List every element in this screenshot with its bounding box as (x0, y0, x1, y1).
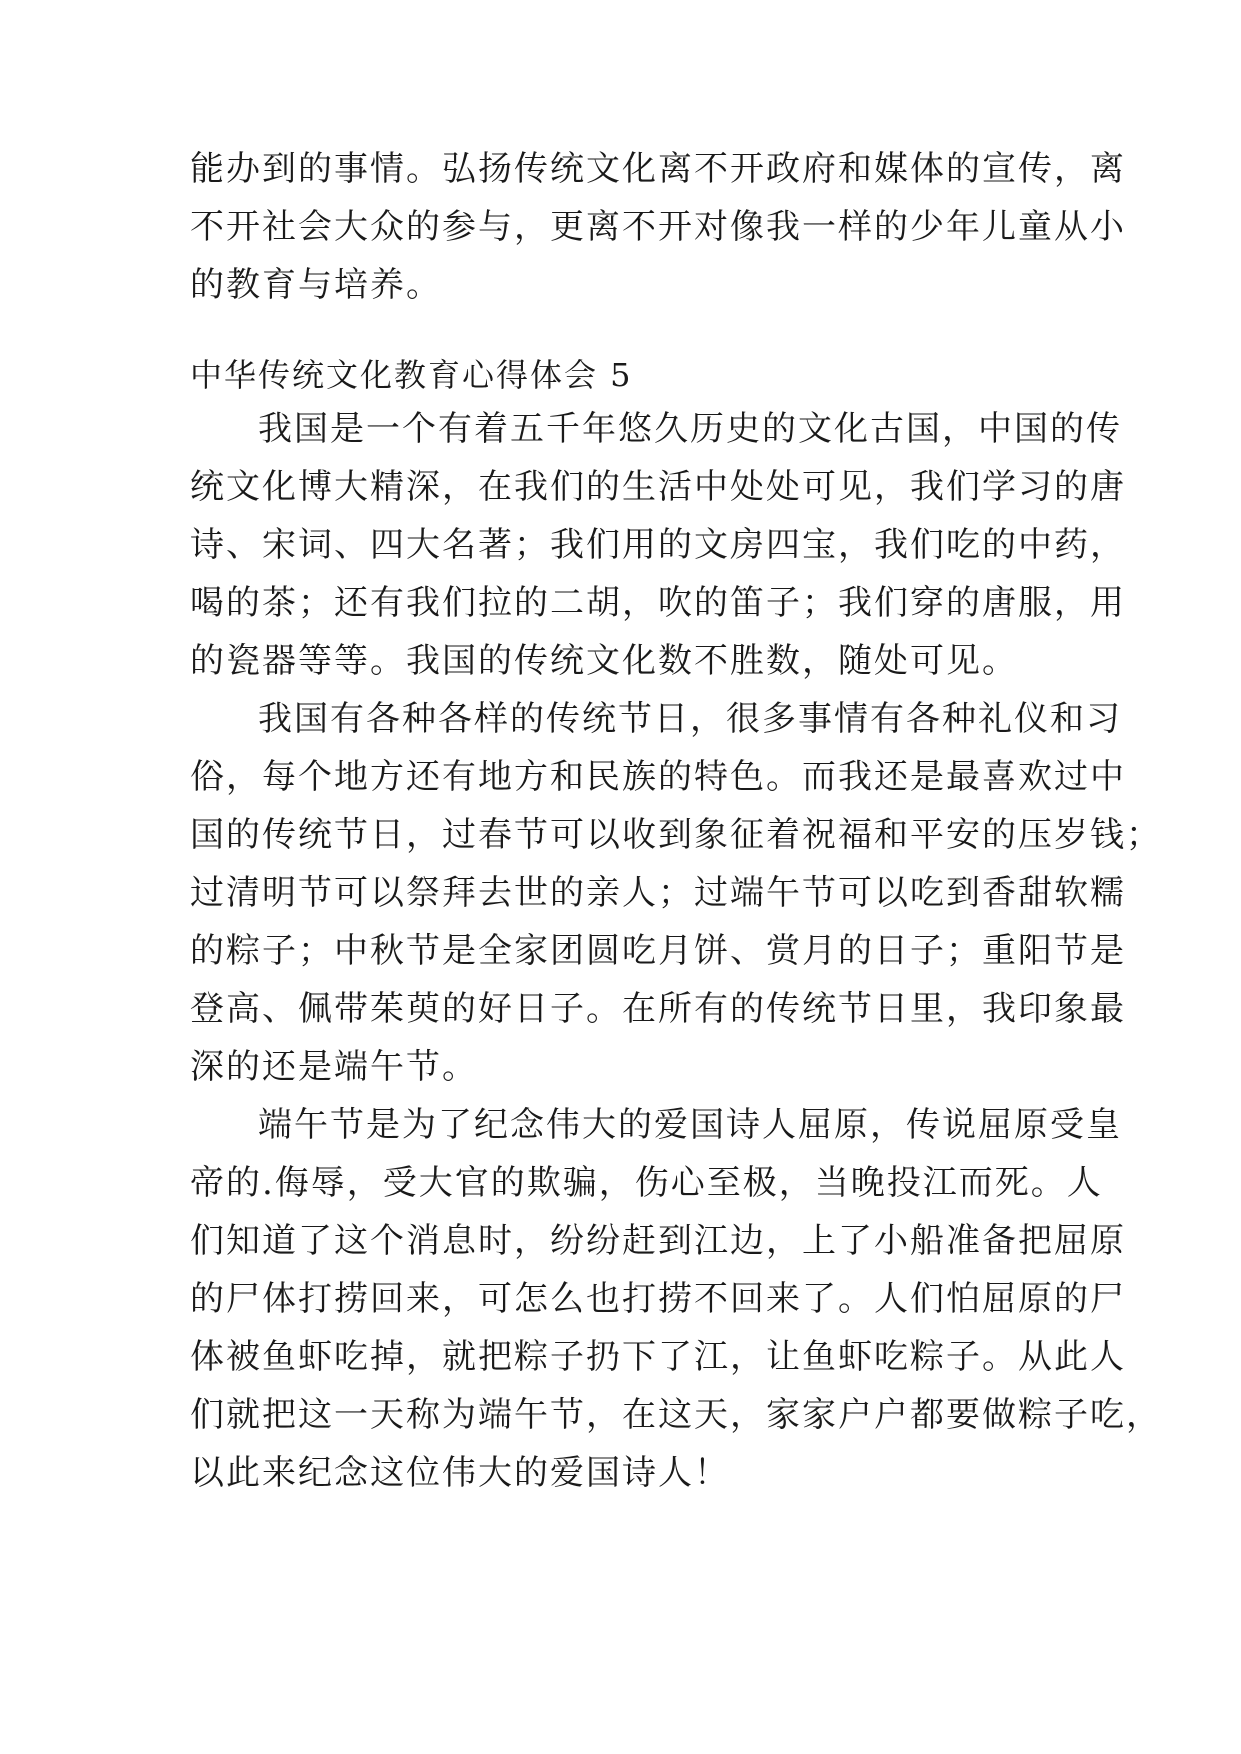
paragraph-line: 深的还是端午节。 (190, 1047, 478, 1087)
intro-line: 能办到的事情。弘扬传统文化离不开政府和媒体的宣传，离 (190, 149, 1126, 189)
paragraph-line: 们知道了这个消息时，纷纷赶到江边，上了小船准备把屈原 (190, 1221, 1126, 1261)
paragraph-line: 我国是一个有着五千年悠久历史的文化古国，中国的传 (258, 409, 1122, 449)
intro-line: 不开社会大众的参与，更离不开对像我一样的少年儿童从小 (190, 207, 1126, 247)
paragraph-line: 国的传统节日，过春节可以收到象征着祝福和平安的压岁钱； (190, 815, 1162, 855)
paragraph-line: 诗、宋词、四大名著；我们用的文房四宝，我们吃的中药， (190, 525, 1126, 565)
paragraph-line: 体被鱼虾吃掉，就把粽子扔下了江，让鱼虾吃粽子。从此人 (190, 1337, 1126, 1377)
paragraph-line: 的尸体打捞回来，可怎么也打捞不回来了。人们怕屈原的尸 (190, 1279, 1126, 1319)
paragraph-line: 俗，每个地方还有地方和民族的特色。而我还是最喜欢过中 (190, 757, 1126, 797)
paragraph-line: 以此来纪念这位伟大的爱国诗人！ (190, 1453, 730, 1493)
paragraph-line: 们就把这一天称为端午节，在这天，家家户户都要做粽子吃， (190, 1395, 1162, 1435)
section-title: 中华传统文化教育心得体会 5 (190, 356, 633, 394)
paragraph-line: 统文化博大精深，在我们的生活中处处可见，我们学习的唐 (190, 467, 1126, 507)
paragraph-line: 帝的.侮辱，受大官的欺骗，伤心至极，当晚投江而死。人 (190, 1163, 1103, 1203)
paragraph-line: 的粽子；中秋节是全家团圆吃月饼、赏月的日子；重阳节是 (190, 931, 1126, 971)
intro-line: 的教育与培养。 (190, 265, 442, 305)
paragraph-line: 端午节是为了纪念伟大的爱国诗人屈原，传说屈原受皇 (258, 1105, 1122, 1145)
paragraph-line: 我国有各种各样的传统节日，很多事情有各种礼仪和习 (258, 699, 1122, 739)
paragraph-line: 登高、佩带茱萸的好日子。在所有的传统节日里，我印象最 (190, 989, 1126, 1029)
paragraph-line: 的瓷器等等。我国的传统文化数不胜数，随处可见。 (190, 641, 1018, 681)
paragraph-line: 过清明节可以祭拜去世的亲人；过端午节可以吃到香甜软糯 (190, 873, 1126, 913)
paragraph-line: 喝的茶；还有我们拉的二胡，吹的笛子；我们穿的唐服，用 (190, 583, 1126, 623)
